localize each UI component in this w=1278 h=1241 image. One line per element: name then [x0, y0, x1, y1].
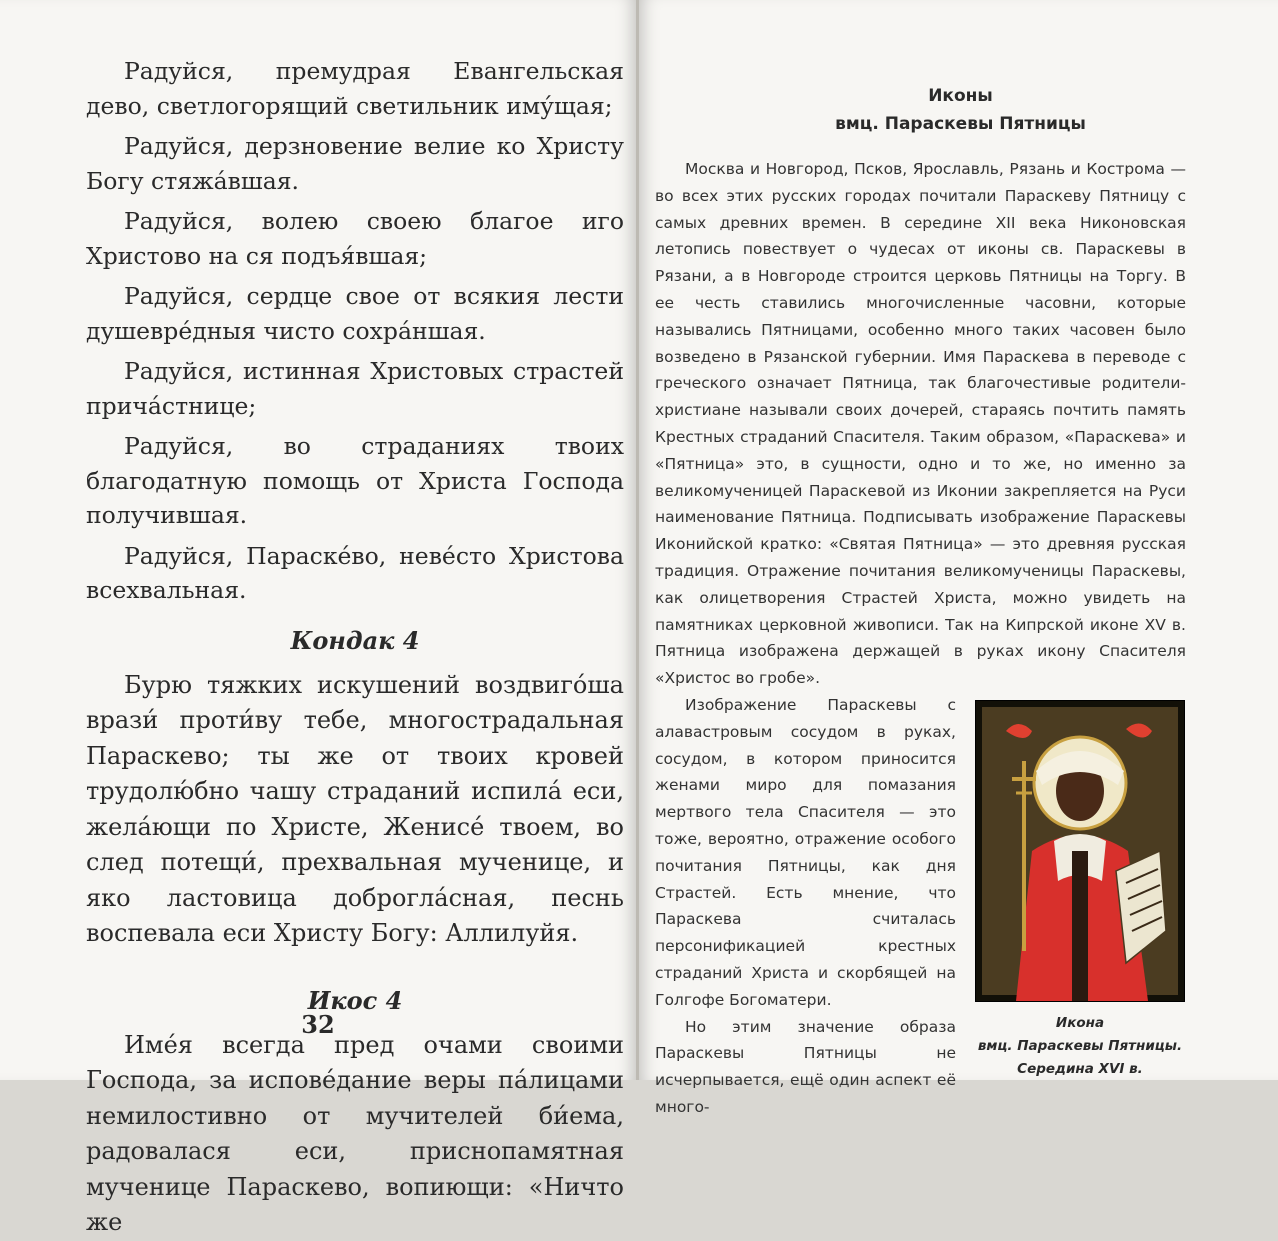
- page-number: 32: [301, 1010, 335, 1039]
- akathist-stanzas: [86, 54, 624, 608]
- caption-line: Середина XVI в.: [1017, 1060, 1143, 1077]
- paraskeva-icon: [976, 701, 1184, 1001]
- icon-figure: [970, 700, 1190, 1081]
- icon-image: [975, 700, 1185, 1002]
- stanza: Радуйся, волею своею благое иго Христово на ся подъя́вшая;: [86, 207, 624, 270]
- stanza: Радуйся, истинная Христовых страстей прича́стнице;: [86, 357, 624, 420]
- section-title-line: Иконы: [928, 86, 993, 106]
- kondak-text: Бурю тяжких искушений воздвиго́ша врази́ проти́ву тебе, многострадальная Параскево; ты же от твоих кровей трудолю́бно чашу страданий испила́ еси, жела́ющи по Христе, Женисе́ твоем, во след потещи́, прехвальная мученице, и яко ластовица доброгла́сная, песнь воспевала еси Христу Богу: Аллилуйя.: [86, 670, 624, 947]
- stanza: Радуйся, Параске́во, неве́сто Христова всехвальная.: [86, 541, 624, 604]
- right-page: [639, 0, 1278, 1116]
- left-page: [0, 0, 636, 1236]
- stanza: Радуйся, во страданиях твоих благодатную помощь от Христа Господа получившая.: [86, 432, 624, 529]
- article-paragraph: Изображение Параскевы с алавастровым сосудом в руках, сосудом, в котором приносится женами миро для помазания мертвого тела Спасителя — это тоже, вероятно, отражение особого почитания Пятницы, как дня Страстей. Есть мнение, что Параскева считалась персонификацией крестных страданий Христа и скорбящей на Голгофе Богоматери.: [655, 695, 956, 1009]
- stanza: Радуйся, дерзновение велие ко Христу Богу стяжа́вшая.: [86, 132, 624, 195]
- ikos-text: Име́я всегда пред очами своими Господа, за испове́дание веры па́лицами немилостивно от мучителей би́ема, радовалася еси, приснопамятная мученице Параскево, вопиющи: «Ничто же: [86, 1030, 624, 1236]
- section-title: [655, 82, 1186, 138]
- caption-line: вмц. Параскевы Пятницы.: [977, 1037, 1183, 1054]
- article-paragraph: Но этим значение образа Параскевы Пятницы не исчерпывается, ещё один аспект её много-: [655, 1017, 956, 1116]
- stanza: Радуйся, премудрая Евангельская дево, светлогорящий светильник иму́щая;: [86, 57, 624, 120]
- section-title-line: вмц. Параскевы Пятницы: [835, 114, 1086, 134]
- ikos-heading: Икос 4: [307, 985, 403, 1015]
- article-paragraph: Москва и Новгород, Псков, Ярославль, Рязань и Кострома — во всех этих русских городах почитали Параскеву Пятницу с самых древних времен. В середине XII века Никоновская летопись повествует о чудесах от иконы св. Параскевы в Рязани, а в Новгороде строится церковь Пятницы на Торгу. В ее честь ставились многочисленные часовни, которые назывались Пятницами, особенно много таких часовен было возведено в Рязанской губернии. Имя Параскева в переводе с греческого означает Пятница, так благочестивые родители-христиане называли своих дочерей, стараясь почтить память Крестных страданий Спасителя. Таким образом, «Параскева» и «Пятница» это, в сущности, одно и то же, но именно за великомученицей Параскевой из Иконии закрепляется на Руси наименование Пятница. Подписывать изображение Параскевы Иконийской кратко: «Святая Пятница» — это древняя русская традиция. Отражение почитания великомученицы Параскевы, как олицетворения Страстей Христа, можно увидеть на памятниках церковной живописи. Так на Кипрской иконе XV в. Пятница изображена держащей в руках икону Спасителя «Христос во гробе».: [655, 160, 1186, 688]
- stanza: Радуйся, сердце свое от всякия лести душевре́дныя чисто сохра́ншая.: [86, 282, 624, 345]
- caption-line: Икона: [1055, 1014, 1105, 1031]
- kondak-heading: Кондак 4: [290, 625, 420, 655]
- figure-caption: [970, 1012, 1190, 1081]
